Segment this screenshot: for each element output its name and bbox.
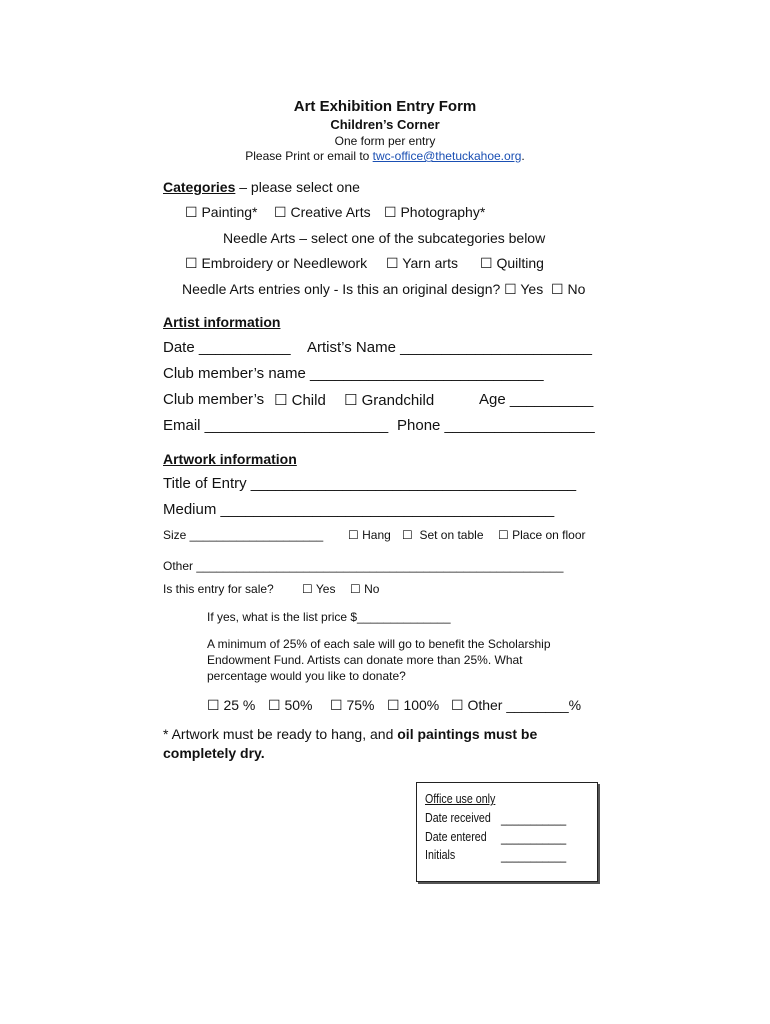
- other-field[interactable]: Other _______________________________________________________: [163, 559, 564, 573]
- option-label: Yes: [315, 582, 336, 596]
- relation-option-child[interactable]: [274, 391, 326, 409]
- option-label: Embroidery or Needlework: [201, 255, 368, 271]
- option-label: No: [364, 582, 380, 596]
- office-date-received: Date received: [425, 810, 491, 825]
- checkbox-icon[interactable]: ☐: [302, 582, 313, 596]
- donation-option-other[interactable]: [451, 697, 581, 714]
- club-member-label: Club member’s: [163, 391, 265, 408]
- relation-option-grandchild[interactable]: [344, 391, 434, 409]
- artist-name-field[interactable]: Artist’s Name _______________________: [307, 339, 592, 356]
- display-option-set-on-table[interactable]: [402, 528, 484, 542]
- needle-arts-heading: Needle Arts – select one of the subcategories below: [223, 230, 546, 246]
- checkbox-icon[interactable]: ☐: [185, 205, 198, 221]
- option-label: Grandchild: [361, 392, 435, 409]
- option-label: Child: [291, 392, 326, 409]
- checkbox-icon[interactable]: ☐: [344, 391, 358, 409]
- header-note: One form per entry: [334, 134, 436, 148]
- for-sale-yes[interactable]: [302, 582, 335, 596]
- list-price-field[interactable]: If yes, what is the list price $______________: [207, 610, 451, 624]
- yes-label: Yes: [520, 281, 544, 297]
- office-initials: Initials: [425, 847, 456, 862]
- category-option-painting[interactable]: [185, 204, 258, 221]
- option-label: Set on table: [419, 528, 484, 542]
- question-label: Needle Arts entries only - Is this an original design?: [182, 281, 501, 297]
- original-design-question: [182, 281, 585, 298]
- categories-instruction: – please select one: [235, 179, 360, 195]
- option-label: Quilting: [496, 255, 544, 271]
- email-link[interactable]: twc-office@thetuckahoe.org: [372, 149, 522, 163]
- option-label: Hang: [362, 528, 391, 542]
- form-subtitle: Children’s Corner: [330, 117, 440, 132]
- checkbox-icon[interactable]: ☐: [268, 698, 281, 714]
- office-initials-blank[interactable]: ___________: [501, 848, 567, 863]
- date-field[interactable]: Date ___________: [163, 339, 291, 356]
- donation-option-100[interactable]: [387, 697, 439, 714]
- checkbox-icon[interactable]: ☐: [451, 698, 464, 714]
- checkbox-icon[interactable]: ☐: [330, 698, 343, 714]
- needle-option-embroidery[interactable]: [185, 255, 367, 272]
- option-label: Creative Arts: [290, 204, 371, 220]
- artist-info-heading: Artist information: [163, 314, 281, 330]
- email-instruction: [0, 149, 770, 163]
- needle-option-quilting[interactable]: [480, 255, 544, 272]
- option-label: Yarn arts: [402, 255, 458, 271]
- checkbox-icon[interactable]: ☐: [384, 205, 397, 221]
- scholarship-text-line2: Endowment Fund. Artists can donate more than 25%. What: [207, 653, 523, 667]
- option-label: Photography*: [400, 204, 486, 220]
- footnote-line2: completely dry.: [163, 745, 265, 761]
- display-option-hang[interactable]: [348, 528, 391, 542]
- phone-field[interactable]: Phone __________________: [397, 417, 595, 434]
- office-date-entered: Date entered: [425, 829, 487, 844]
- scholarship-text-line1: A minimum of 25% of each sale will go to benefit the Scholarship: [207, 637, 551, 651]
- checkbox-icon[interactable]: ☐: [350, 582, 361, 596]
- title-of-entry-field[interactable]: Title of Entry _______________________________________: [163, 475, 577, 492]
- club-member-relation: [163, 391, 264, 408]
- footnote-bold-text: oil paintings must be: [397, 726, 538, 742]
- email-prefix: Please Print or email to: [245, 149, 373, 163]
- no-label: No: [567, 281, 586, 297]
- categories-heading: Categories: [163, 179, 236, 195]
- checkbox-icon[interactable]: ☐: [498, 528, 509, 542]
- checkbox-icon[interactable]: ☐: [185, 256, 198, 272]
- category-option-creative-arts[interactable]: [274, 204, 371, 221]
- office-date-received-blank[interactable]: ___________: [501, 811, 567, 826]
- option-label: Place on floor: [512, 528, 586, 542]
- needle-option-yarn-arts[interactable]: [386, 255, 458, 272]
- option-label: 75%: [346, 697, 375, 713]
- categories-heading-line: [163, 179, 360, 195]
- for-sale-question: Is this entry for sale?: [163, 582, 274, 596]
- display-option-place-on-floor[interactable]: [498, 528, 586, 542]
- footnote-line1: [163, 726, 537, 742]
- office-date-entered-blank[interactable]: ___________: [501, 830, 567, 845]
- checkbox-icon[interactable]: ☐: [551, 282, 564, 298]
- size-field[interactable]: Size ____________________: [163, 528, 324, 542]
- email-field[interactable]: Email ______________________: [163, 417, 389, 434]
- option-label: 50%: [284, 697, 313, 713]
- for-sale-no[interactable]: [350, 582, 379, 596]
- donation-option-50[interactable]: [268, 697, 312, 714]
- option-label: Other ________%: [467, 697, 582, 713]
- footnote-text: * Artwork must be ready to hang, and: [163, 726, 398, 742]
- checkbox-icon[interactable]: ☐: [207, 698, 220, 714]
- option-label: Painting*: [201, 204, 258, 220]
- scholarship-text-line3: percentage would you like to donate?: [207, 669, 406, 683]
- office-use-heading: Office use only: [425, 791, 496, 806]
- checkbox-icon[interactable]: ☐: [387, 698, 400, 714]
- age-field[interactable]: Age __________: [479, 391, 594, 408]
- checkbox-icon[interactable]: ☐: [274, 391, 288, 409]
- office-use-box: [416, 782, 598, 882]
- checkbox-icon[interactable]: ☐: [386, 256, 399, 272]
- donation-option-75[interactable]: [330, 697, 374, 714]
- medium-field[interactable]: Medium ________________________________________: [163, 501, 555, 518]
- checkbox-icon[interactable]: ☐: [504, 282, 517, 298]
- artwork-info-heading: Artwork information: [163, 451, 297, 467]
- checkbox-icon[interactable]: ☐: [348, 528, 359, 542]
- checkbox-icon[interactable]: ☐: [480, 256, 493, 272]
- donation-option-25[interactable]: [207, 697, 255, 714]
- email-suffix: .: [521, 149, 525, 163]
- option-label: 100%: [403, 697, 440, 713]
- checkbox-icon[interactable]: ☐: [274, 205, 287, 221]
- form-title: Art Exhibition Entry Form: [293, 98, 477, 115]
- checkbox-icon[interactable]: ☐: [402, 528, 413, 542]
- club-member-name-field[interactable]: Club member’s name ____________________________: [163, 365, 544, 382]
- category-option-photography[interactable]: [384, 204, 485, 221]
- option-label: 25 %: [223, 697, 256, 713]
